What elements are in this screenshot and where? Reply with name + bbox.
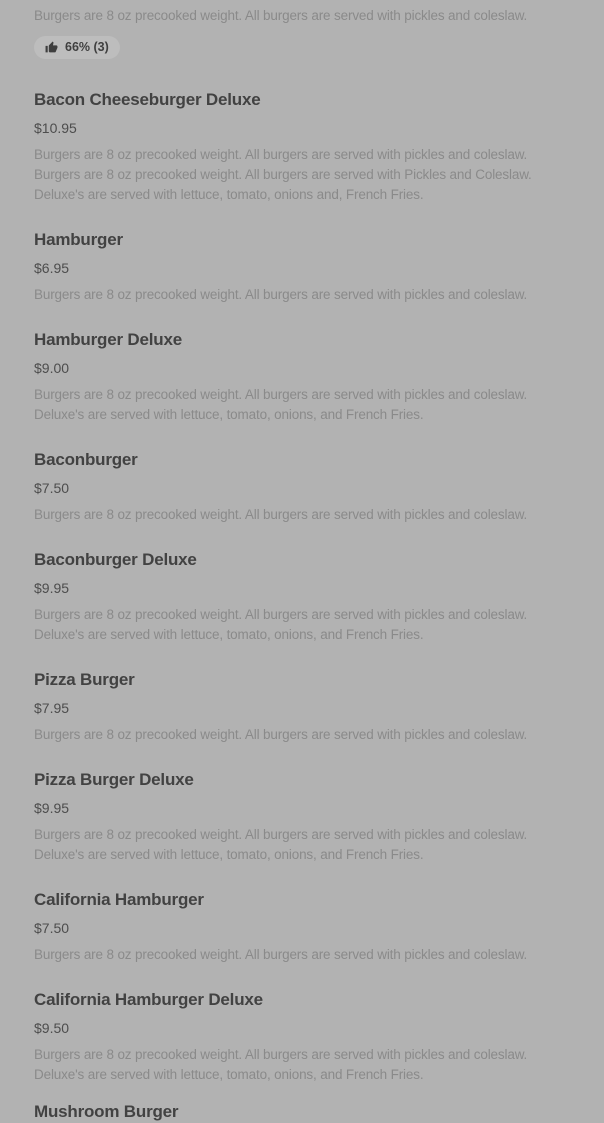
item-name: California Hamburger Deluxe xyxy=(34,990,263,1009)
item-name: Pizza Burger Deluxe xyxy=(34,770,194,789)
item-price: $9.95 xyxy=(34,800,70,816)
item-name: California Hamburger xyxy=(34,890,204,909)
item-price: $10.95 xyxy=(34,120,77,136)
item-description: Burgers are 8 oz precooked weight. All burgers are served with pickles and coleslaw. Deluxe's are served with lettuce, tomato, onions, and French Fries. xyxy=(34,387,528,422)
rating-badge-label: 66% (3) xyxy=(65,40,109,54)
item-description: Burgers are 8 oz precooked weight. All burgers are served with pickles and coleslaw. Deluxe's are served with lettuce, tomato, onions, and French Fries. xyxy=(34,827,528,862)
menu-item-baconburger-deluxe[interactable] xyxy=(34,549,576,645)
item-name: Bacon Cheeseburger Deluxe xyxy=(34,90,261,109)
item-price: $6.95 xyxy=(34,260,70,276)
item-description: Burgers are 8 oz precooked weight. All burgers are served with pickles and coleslaw. Deluxe's are served with lettuce, tomato, onions, and French Fries. xyxy=(34,1047,528,1082)
menu-item-hamburger[interactable] xyxy=(34,229,576,305)
menu-item-california-hamburger[interactable] xyxy=(34,889,576,965)
item-description: Burgers are 8 oz precooked weight. All burgers are served with pickles and coleslaw. Burgers are 8 oz precooked weight. All burgers are served with Pickles and Coleslaw. Deluxe's are served with lettuce, tomato, onions and, French Fries. xyxy=(34,147,532,202)
menu-items-list xyxy=(34,89,576,1123)
menu-item-baconburger[interactable] xyxy=(34,449,576,525)
menu-item-pizza-burger-deluxe[interactable] xyxy=(34,769,576,865)
item-price: $7.95 xyxy=(34,700,70,716)
thumbs-up-icon xyxy=(45,41,58,54)
item-name: Baconburger xyxy=(34,450,138,469)
rating-badge[interactable] xyxy=(34,36,120,59)
item-description: Burgers are 8 oz precooked weight. All burgers are served with pickles and coleslaw. xyxy=(34,947,528,962)
item-description: Burgers are 8 oz precooked weight. All burgers are served with pickles and coleslaw. xyxy=(34,507,528,522)
menu-item-pizza-burger[interactable] xyxy=(34,669,576,745)
item-description: Burgers are 8 oz precooked weight. All burgers are served with pickles and coleslaw. xyxy=(34,287,528,302)
item-price: $9.00 xyxy=(34,360,70,376)
menu-item-california-hamburger-deluxe[interactable] xyxy=(34,989,576,1085)
item-name: Hamburger xyxy=(34,230,123,249)
item-price: $7.50 xyxy=(34,480,70,496)
category-note: Burgers are 8 oz precooked weight. All burgers are served with pickles and coleslaw. xyxy=(34,8,528,23)
menu-item-bacon-cheeseburger-deluxe[interactable] xyxy=(34,89,576,205)
item-price: $7.50 xyxy=(34,920,70,936)
menu-item-hamburger-deluxe[interactable] xyxy=(34,329,576,425)
item-description: Burgers are 8 oz precooked weight. All burgers are served with pickles and coleslaw. Deluxe's are served with lettuce, tomato, onions, and French Fries. xyxy=(34,607,528,642)
item-description: Burgers are 8 oz precooked weight. All burgers are served with pickles and coleslaw. xyxy=(34,727,528,742)
item-name: Hamburger Deluxe xyxy=(34,330,182,349)
item-name: Mushroom Burger xyxy=(34,1102,179,1121)
item-name: Baconburger Deluxe xyxy=(34,550,197,569)
item-price: $9.95 xyxy=(34,580,70,596)
item-name: Pizza Burger xyxy=(34,670,135,689)
menu-item-next-clipped[interactable] xyxy=(34,1101,576,1123)
item-price: $9.50 xyxy=(34,1020,70,1036)
